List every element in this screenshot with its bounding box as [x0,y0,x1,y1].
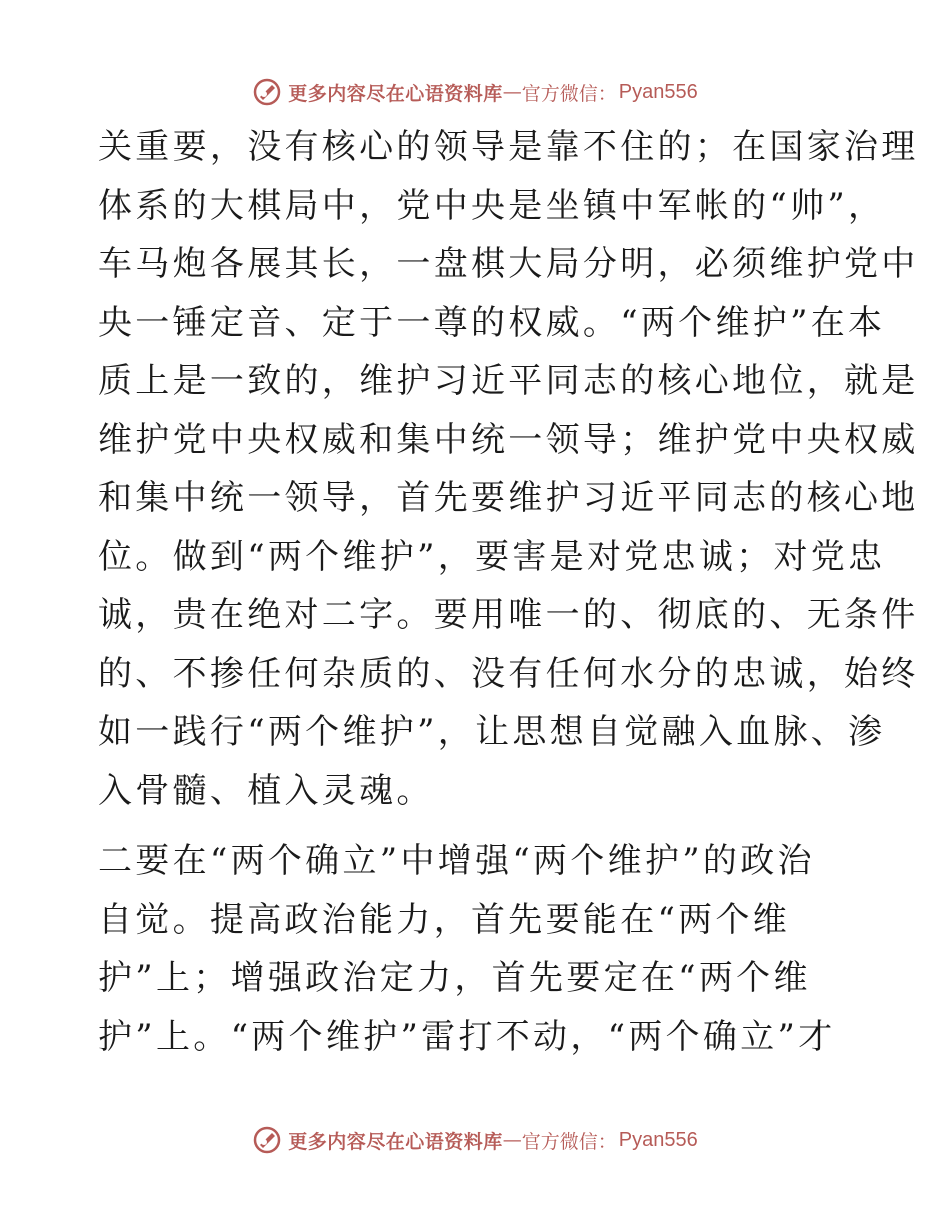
text-line: 自觉。提高政治能力，首先要能在“两个维 [98,899,791,940]
header-watermark [0,72,950,112]
text-line: 质上是一致的，维护习近平同志的核心地位，就是 [98,361,919,401]
watermark-wechat-label: 官方微信： [521,82,617,105]
logo-icon [252,77,282,107]
watermark-brand: 更多内容尽在心语资料库 [288,82,503,105]
text-line: 二要在“两个确立”中增强“两个维护”的政治 [98,841,815,881]
text-line: 和集中统一领导，首先要维护习近平同志的核心地 [98,478,919,518]
watermark-wechat-id: Pyan556 [618,80,698,103]
watermark-separator: — [502,1129,522,1151]
text-line: 如一践行“两个维护”，让思想自觉融入血脉、渗 [98,712,886,752]
text-line: 的、不掺任何杂质的、没有任何水分的忠诚，始终 [98,653,919,694]
paragraph-2 [98,832,858,1066]
watermark-separator: — [502,81,522,103]
text-line: 央一锤定音、定于一尊的权威。“两个维护”在本 [98,302,886,343]
watermark-brand: 更多内容尽在心语资料库 [288,1130,503,1153]
footer-watermark [0,1120,950,1160]
text-line: 护”上。“两个维护”雷打不动，“两个确立”才 [98,1016,836,1057]
text-line: 维护党中央权威和集中统一领导；维护党中央权威 [98,419,919,460]
logo-icon [252,1125,282,1155]
paragraph-1 [98,118,919,820]
watermark-wechat-label: 官方微信： [521,1130,617,1153]
text-line: 位。做到“两个维护”，要害是对党忠诚；对党忠 [98,536,886,577]
watermark-wechat-id: Pyan556 [618,1128,698,1151]
text-line: 关重要，没有核心的领导是靠不住的；在国家治理 [98,127,919,167]
text-line: 诚，贵在绝对二字。要用唯一的、彻底的、无条件 [98,595,919,635]
text-line: 入骨髓、植入灵魂。 [98,770,434,811]
text-line: 护”上；增强政治定力，首先要定在“两个维 [98,958,811,998]
text-line: 车马炮各展其长，一盘棋大局分明，必须维护党中 [98,244,919,284]
text-line: 体系的大棋局中，党中央是坐镇中军帐的“帅”， [98,185,886,226]
